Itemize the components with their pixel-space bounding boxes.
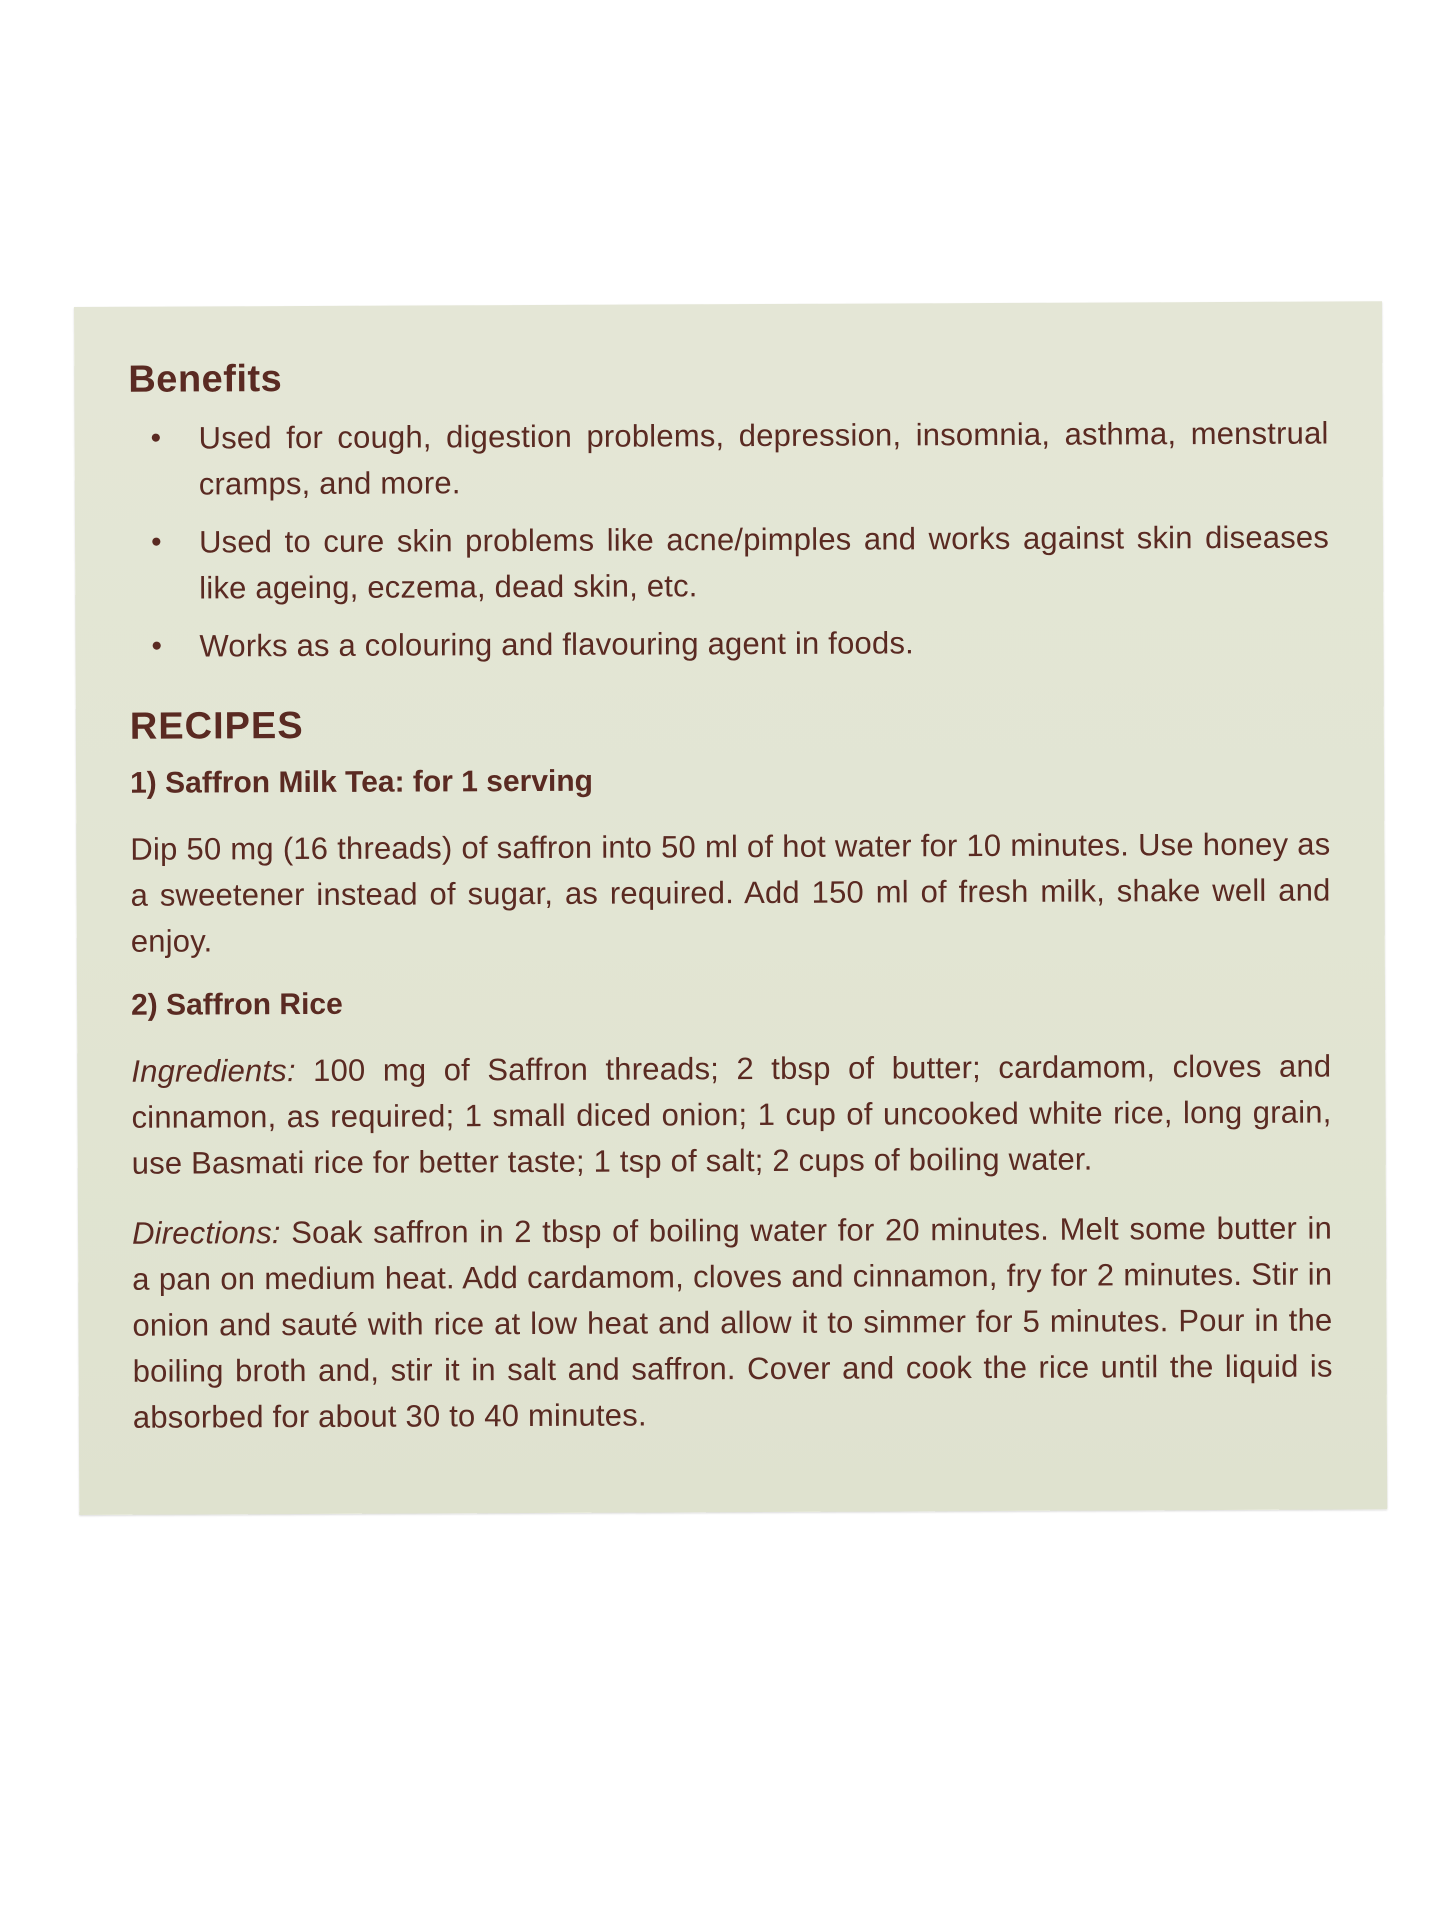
card-content bbox=[128, 354, 1333, 1465]
benefit-text: Used for cough, digestion problems, depression, insomnia, asthma, menstrual cramps, and more. bbox=[198, 415, 1329, 502]
bullet-icon: • bbox=[150, 421, 162, 455]
benefits-heading: Benefits bbox=[128, 358, 283, 401]
recipe-title-milk-tea: 1) Saffron Milk Tea: for 1 serving bbox=[130, 764, 594, 800]
ingredients-text: 100 mg of Saffron threads; 2 tbsp of butter; cardamom, cloves and cinnamon, as required; 1 small diced onion; 1 cup of uncooked white rice, long grain, use Basmati rice for better taste; 1 tsp of salt; 2 cups of boiling water. bbox=[131, 1048, 1332, 1181]
benefit-text: Works as a colouring and flavouring agent in foods. bbox=[199, 625, 914, 664]
benefit-text: Used to cure skin problems like acne/pimples and works against skin diseases like ageing, eczema, dead skin, etc. bbox=[198, 519, 1330, 606]
recipe-card bbox=[74, 301, 1387, 1515]
recipe-directions bbox=[132, 1206, 1333, 1441]
benefit-item bbox=[129, 619, 1329, 670]
recipe-title-rice: 2) Saffron Rice bbox=[130, 987, 343, 1022]
directions-text: Soak saffron in 2 tbsp of boiling water for 20 minutes. Melt some butter in a pan on medium heat. Add cardamom, cloves and cinnamon, fry for 2 minutes. Stir in onion and sauté with rice at low heat and allow it to simmer for 5 minutes. Pour in the boiling broth and, stir it in salt and saffron. Cover and cook the rice until the liquid is absorbed for about 30 to 40 minutes. bbox=[132, 1210, 1333, 1435]
benefit-item bbox=[128, 411, 1328, 508]
bullet-icon: • bbox=[150, 525, 162, 559]
recipes-heading: RECIPES bbox=[129, 705, 304, 748]
ingredients-label: Ingredients: bbox=[131, 1053, 296, 1089]
benefit-item bbox=[129, 515, 1329, 612]
recipe-ingredients bbox=[131, 1044, 1332, 1187]
directions-label: Directions: bbox=[131, 1215, 281, 1251]
bullet-icon: • bbox=[151, 629, 163, 663]
recipe-body-milk-tea: Dip 50 mg (16 threads) of saffron into 50 ml of hot water for 10 minutes. Use honey as a sweetener instead of sugar, as required. Add 150 ml of fresh milk, shake well and enjoy. bbox=[130, 826, 1331, 959]
benefits-list bbox=[128, 411, 1329, 670]
